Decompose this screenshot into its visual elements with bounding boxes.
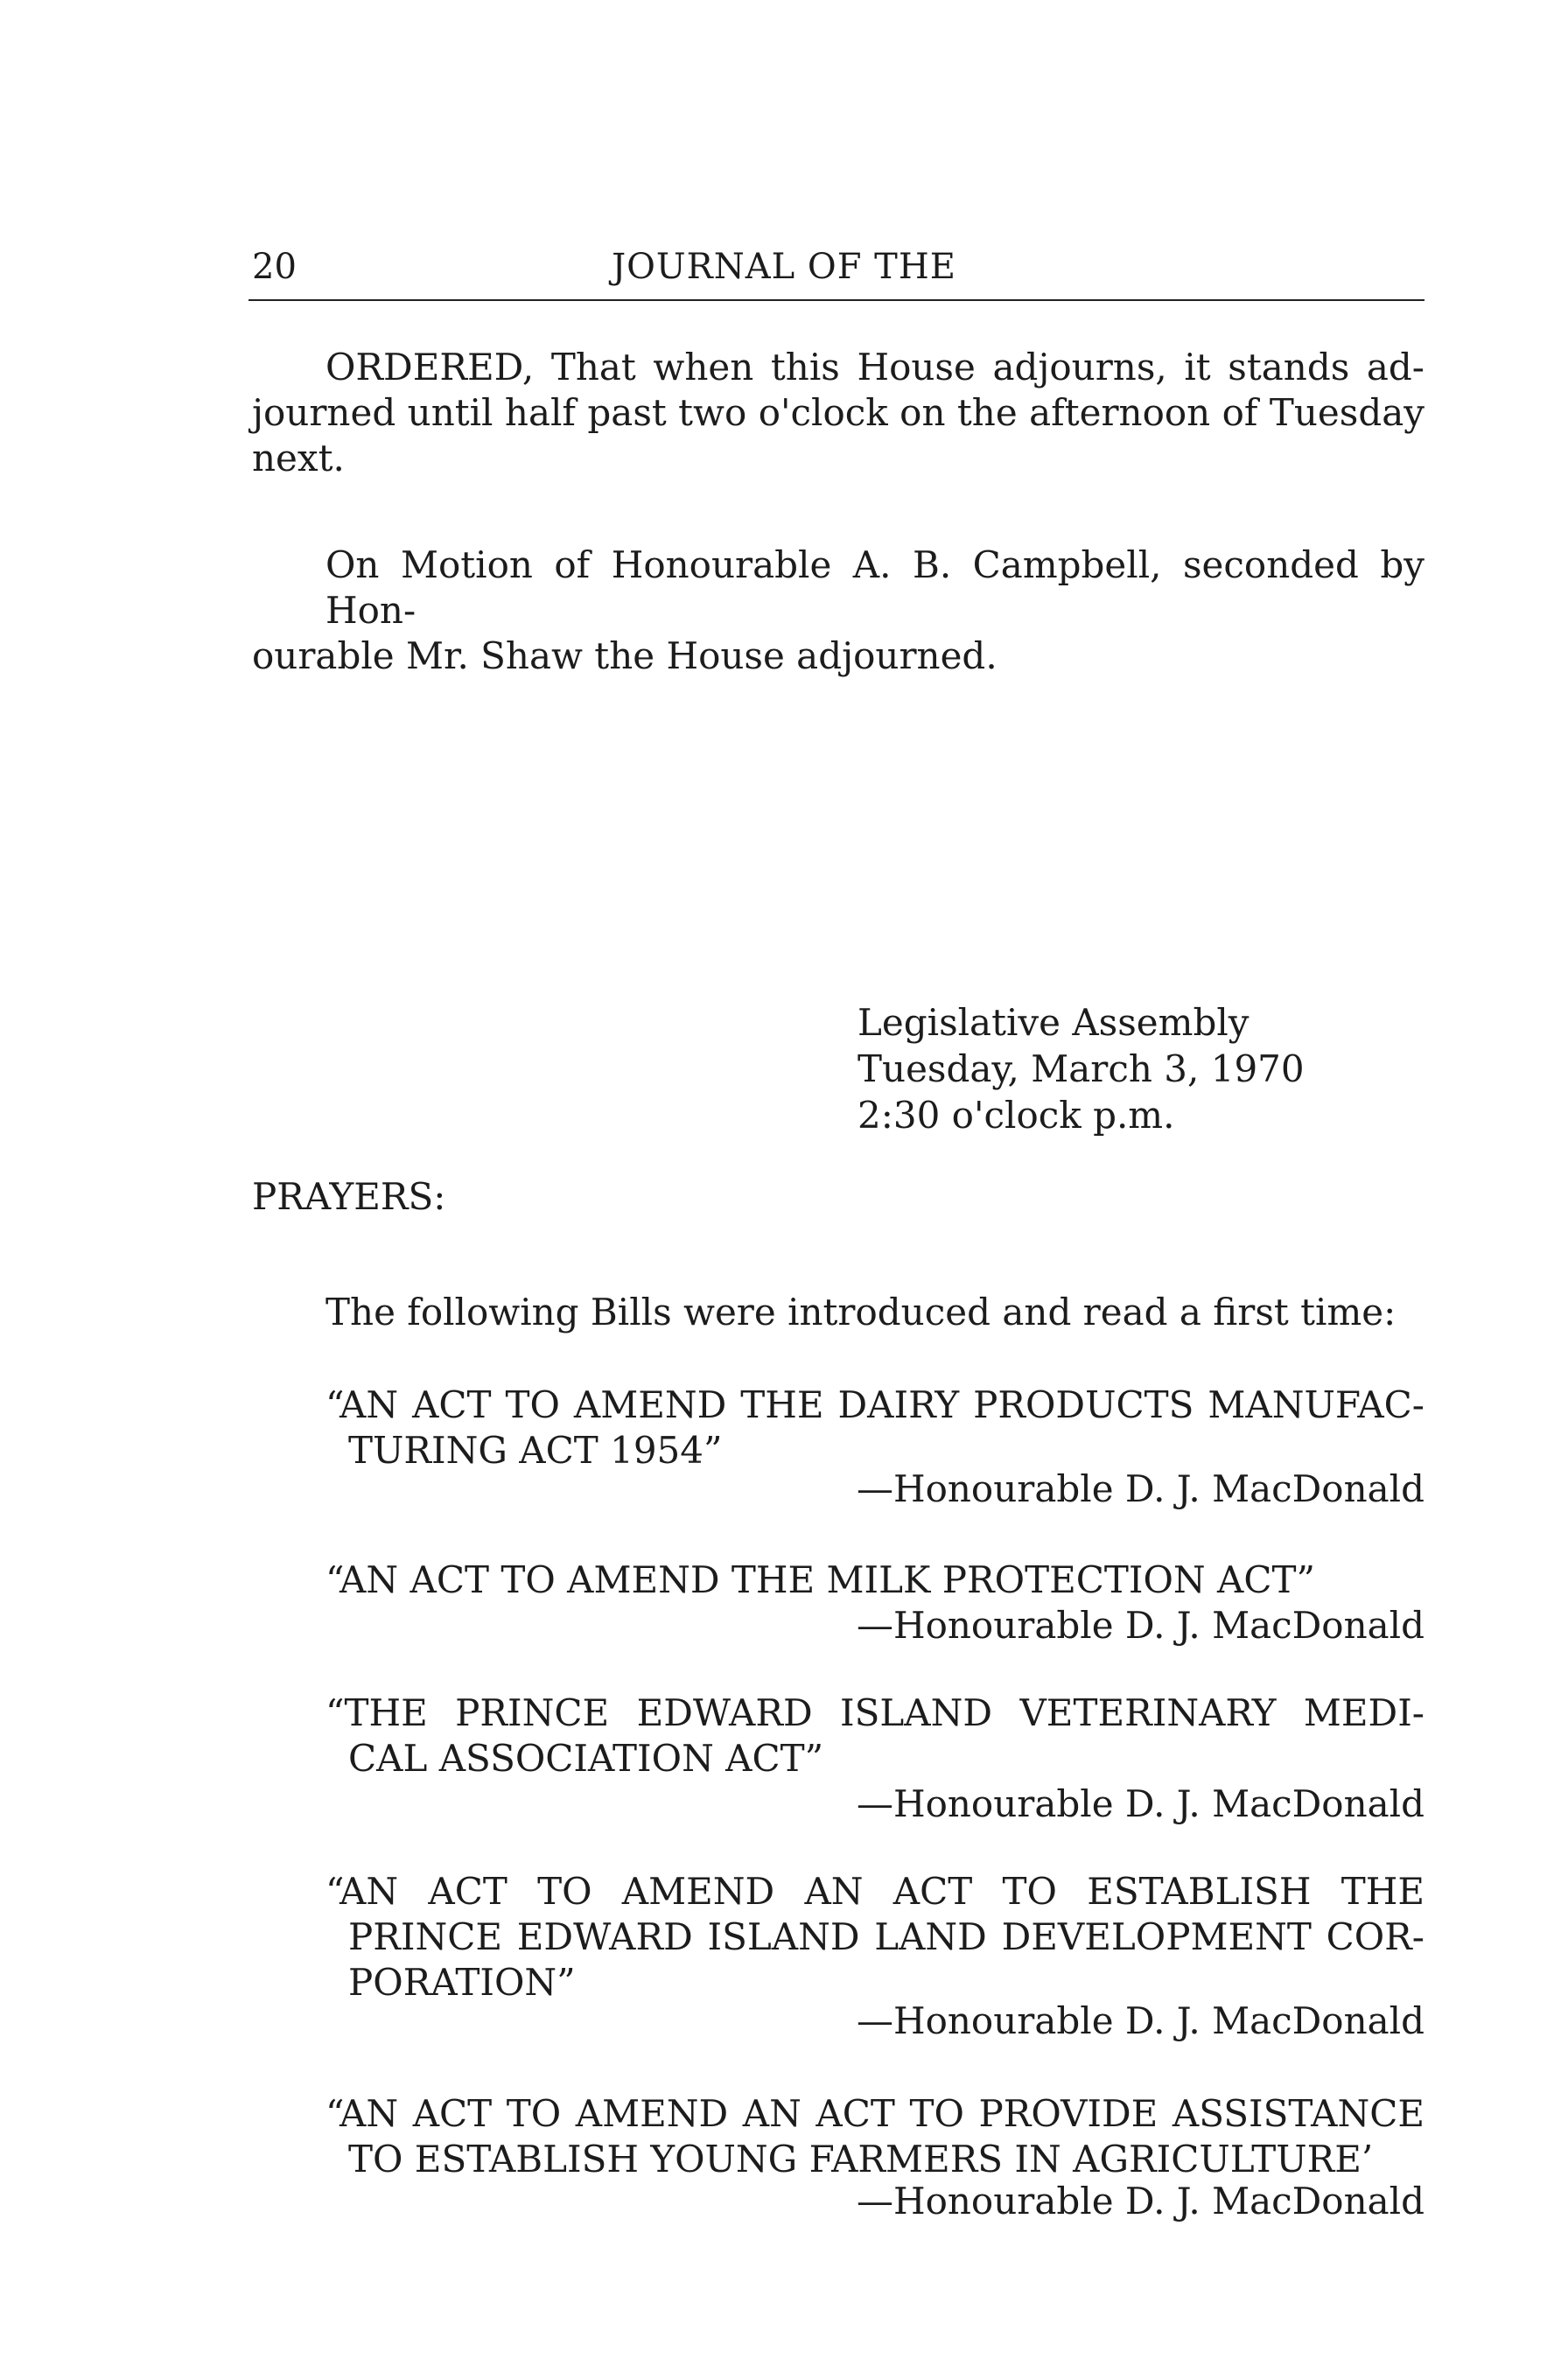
motion-line: On Motion of Honourable A. B. Campbell, seconded by Hon- [326,543,1424,632]
bill-title-line: “AN ACT TO AMEND AN ACT TO PROVIDE ASSISTANCE [326,2092,1424,2135]
bill-title-line: “THE PRINCE EDWARD ISLAND VETERINARY MEDI- [326,1691,1424,1734]
bill-title-line: CAL ASSOCIATION ACT” [348,1737,824,1780]
bill-sponsor: —Honourable D. J. MacDonald [856,2180,1424,2222]
bill-sponsor: —Honourable D. J. MacDonald [856,1782,1424,1825]
sitting-time: 2:30 o'clock p.m. [858,1094,1175,1137]
order-line: ORDERED, That when this House adjourns, it stands ad- [326,346,1424,388]
bill-title-line: TURING ACT 1954” [348,1429,723,1472]
bill-title-line: “AN ACT TO AMEND THE MILK PROTECTION ACT” [326,1558,1315,1601]
prayers-heading: PRAYERS: [252,1175,446,1218]
bill-sponsor: —Honourable D. J. MacDonald [856,1999,1424,2042]
sitting-date: Tuesday, March 3, 1970 [858,1047,1305,1090]
bills-intro: The following Bills were introduced and read a first time: [326,1291,1396,1334]
bill-sponsor: —Honourable D. J. MacDonald [856,1604,1424,1647]
page-number: 20 [252,247,297,287]
bill-title [326,1690,1424,1782]
bill-title-line: “AN ACT TO AMEND AN ACT TO ESTABLISH THE [326,1870,1424,1913]
motion-paragraph [252,542,1424,679]
order-line: journed until half past two o'clock on the afternoon of Tuesday [252,391,1424,434]
bill-title [326,1869,1424,2006]
bill-title [326,1558,1424,1603]
bill-title-line: “AN ACT TO AMEND THE DAIRY PRODUCTS MANUFAC- [326,1383,1424,1426]
header-rule [248,299,1424,301]
bill-title-line: TO ESTABLISH YOUNG FARMERS IN AGRICULTURE’ [348,2138,1374,2180]
sitting-place: Legislative Assembly [858,1001,1250,1044]
bill-title [326,1382,1424,1474]
motion-line: ourable Mr. Shaw the House adjourned. [252,634,998,677]
bill-title-line: PRINCE EDWARD ISLAND LAND DEVELOPMENT COR- [348,1915,1424,1958]
bill-title [326,2091,1424,2182]
order-line: next. [252,437,345,480]
order-paragraph [252,345,1424,481]
bill-title-line: PORATION” [348,1961,576,2004]
running-title: JOURNAL OF THE [612,247,956,287]
bill-sponsor: —Honourable D. J. MacDonald [856,1467,1424,1510]
